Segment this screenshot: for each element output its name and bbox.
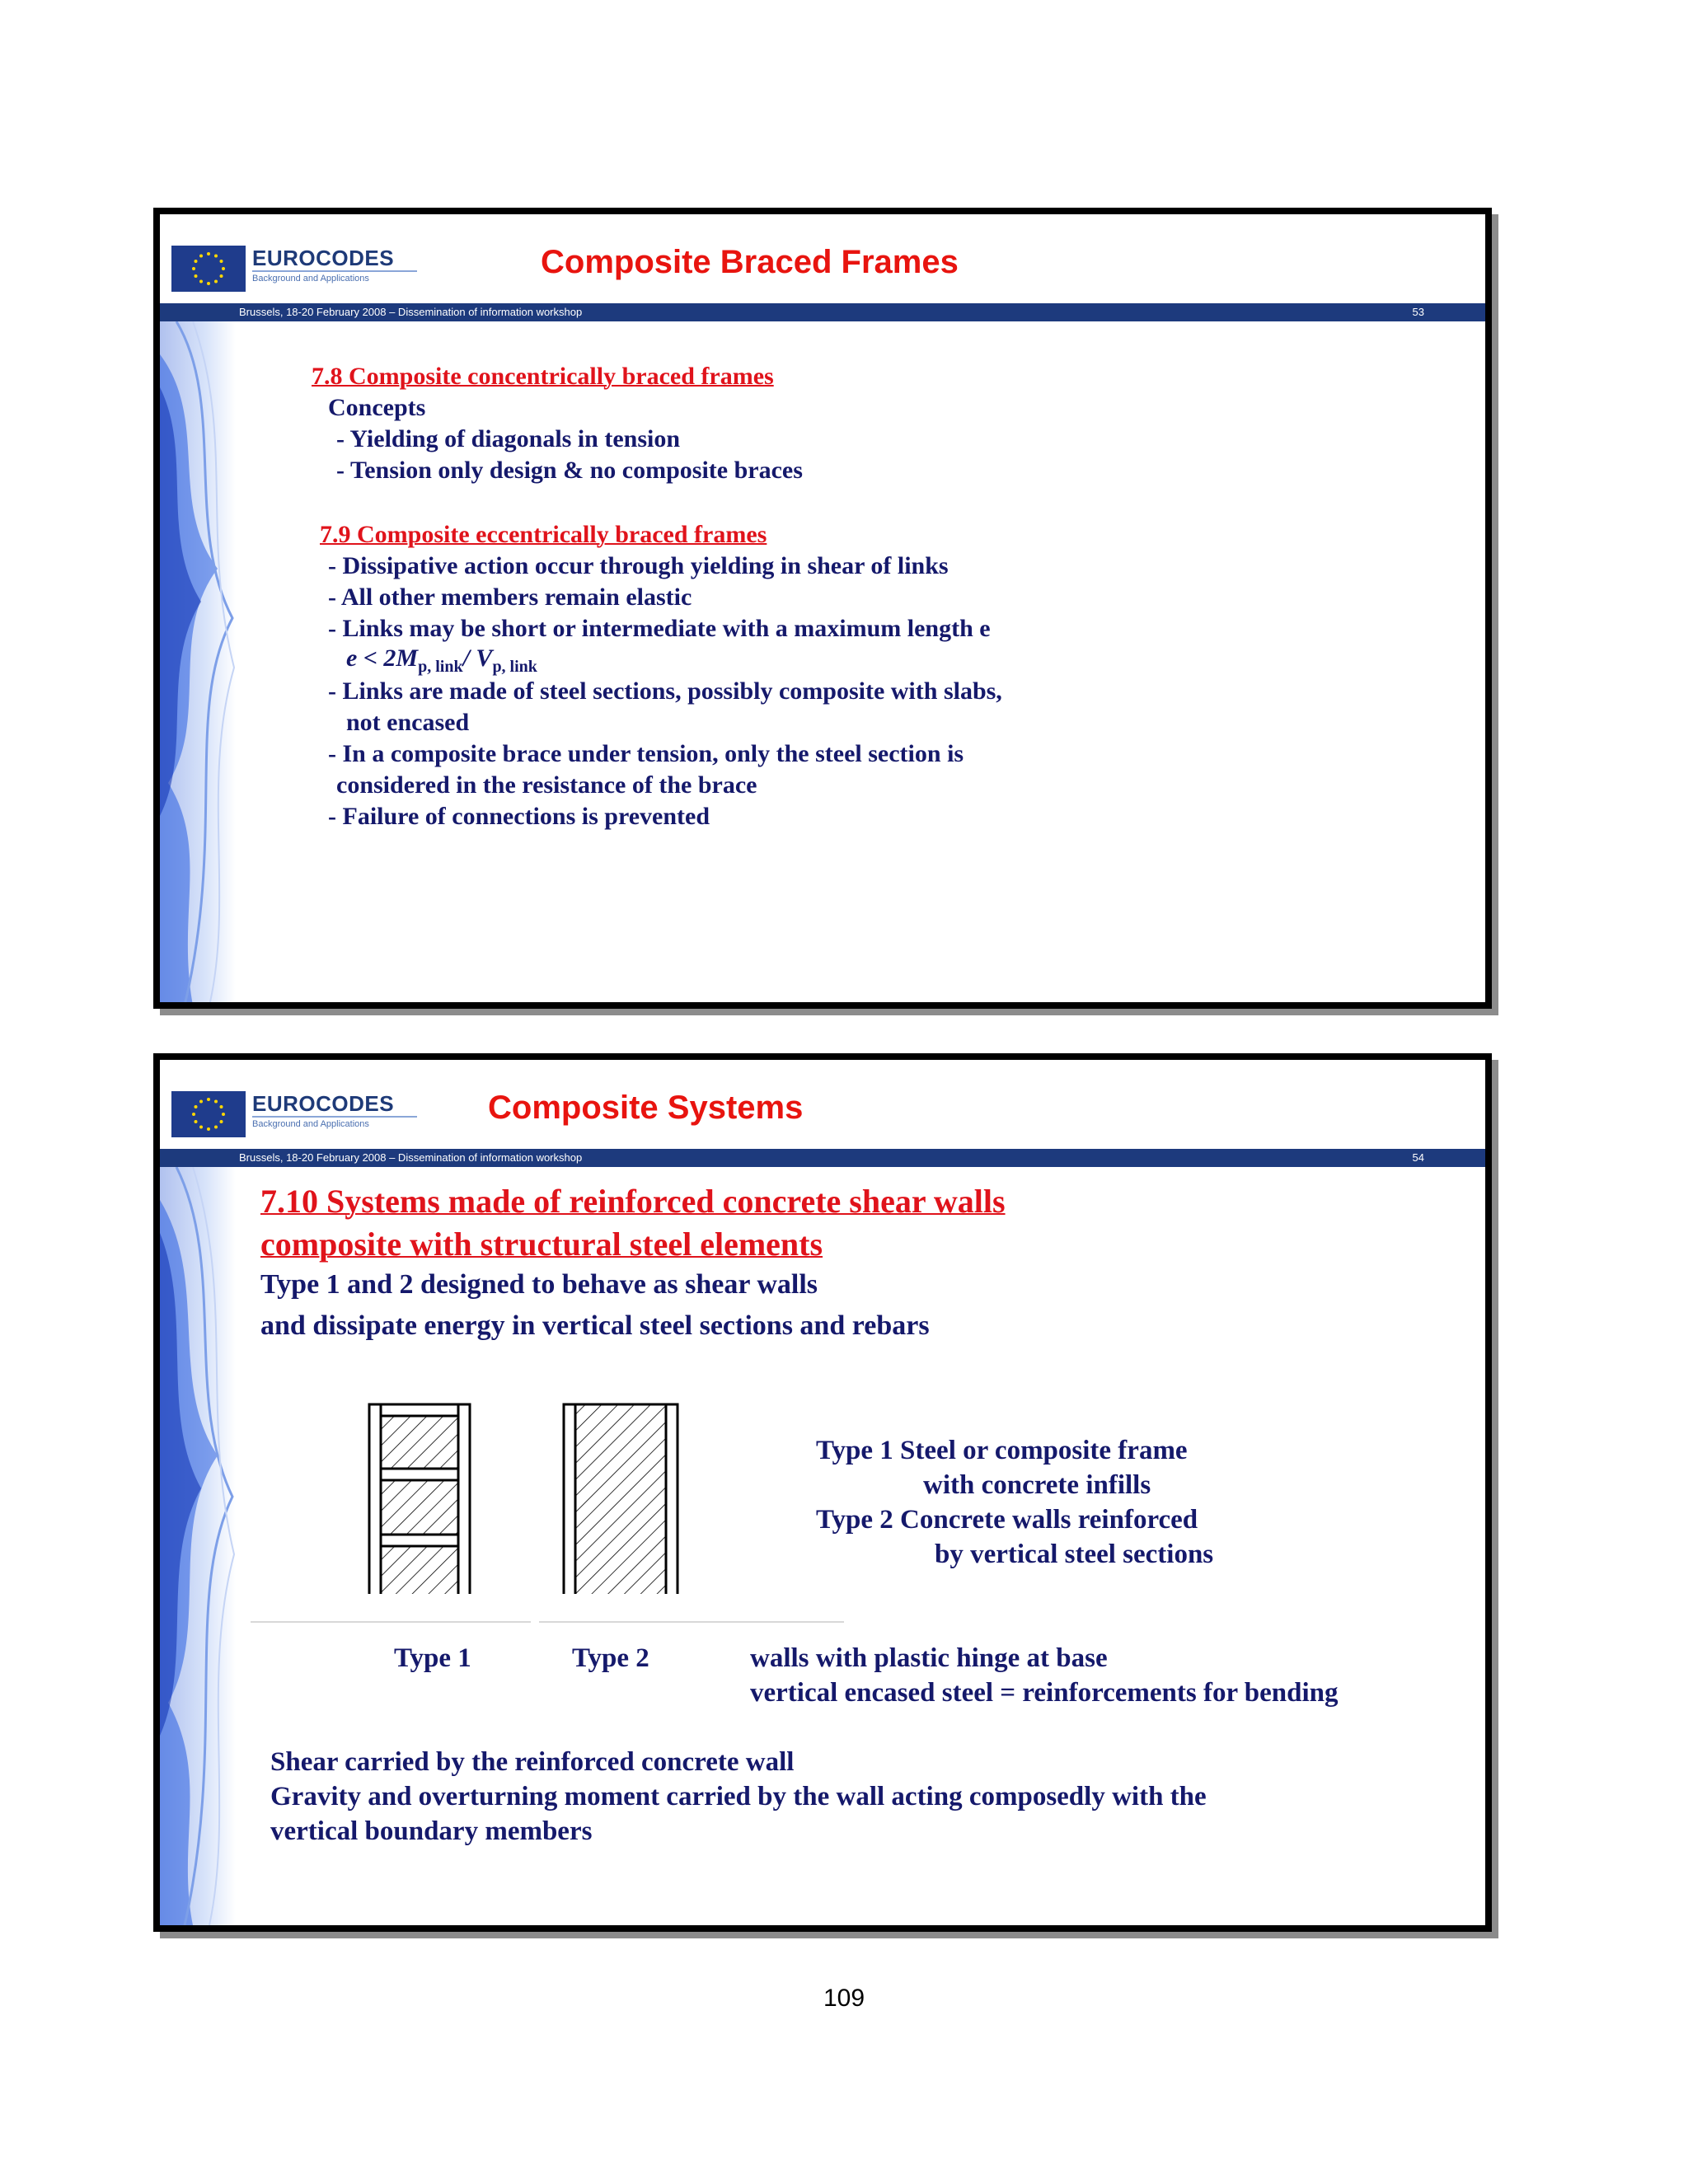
footer-line: Gravity and overturning moment carried by the wall acting composedly with the xyxy=(270,1782,1207,1811)
shear-wall-diagram xyxy=(251,1396,1014,1594)
note-line: vertical encased steel = reinforcements for bending xyxy=(750,1678,1339,1708)
footer-line: vertical boundary members xyxy=(270,1816,593,1846)
type-description: Type 2 Concrete walls reinforced xyxy=(816,1505,1198,1535)
type1-frame xyxy=(369,1404,470,1594)
event-bar xyxy=(160,303,1485,321)
brand-name: EUROCODES xyxy=(252,246,395,270)
section-heading-7-9: 7.9 Composite eccentrically braced frames xyxy=(320,521,767,548)
footer-line: Shear carried by the reinforced concrete wall xyxy=(270,1747,795,1777)
decorative-swirl xyxy=(160,321,236,1005)
caption-underline xyxy=(251,1620,844,1625)
slide-composite-braced-frames xyxy=(153,208,1492,1009)
type2-label: Type 2 xyxy=(572,1643,649,1673)
intro-line: and dissipate energy in vertical steel sections and rebars xyxy=(260,1310,930,1341)
slide-title: Composite Systems xyxy=(488,1090,804,1126)
slide-title: Composite Braced Frames xyxy=(541,244,959,280)
section-heading-line2: composite with structural steel elements xyxy=(260,1226,823,1263)
event-text: Brussels, 18-20 February 2008 – Dissemination of information workshop xyxy=(239,306,583,318)
text-line: considered in the resistance of the brace xyxy=(336,771,757,799)
type-description: by vertical steel sections xyxy=(935,1540,1214,1569)
eurocodes-logo xyxy=(249,1086,424,1146)
slide-header xyxy=(160,214,1485,303)
page-number: 109 xyxy=(823,1985,865,2012)
brand-subtitle: Background and Applications xyxy=(252,274,369,284)
slide-composite-systems xyxy=(153,1053,1492,1932)
slide-header xyxy=(160,1060,1485,1149)
text-line: - Yielding of diagonals in tension xyxy=(336,425,681,452)
text-line: not encased xyxy=(346,709,470,736)
link-length-formula: $e < 2M_{p, link}/$ $V_{p, link}$ xyxy=(346,644,537,676)
brand-name: EUROCODES xyxy=(252,1091,395,1116)
text-line: - In a composite brace under tension, only the steel section is xyxy=(328,740,964,767)
section-heading-line1: 7.10 Systems made of reinforced concrete shear walls xyxy=(260,1183,1006,1220)
eurocodes-logo xyxy=(249,241,424,300)
slide-number: 54 xyxy=(1412,1151,1424,1164)
intro-line: Type 1 and 2 designed to behave as shear walls xyxy=(260,1269,818,1300)
text-line: - Dissipative action occur through yielding in shear of links xyxy=(328,552,949,579)
eu-flag-icon xyxy=(171,1091,246,1137)
eu-flag-icon xyxy=(171,246,246,292)
section-heading-7-8: 7.8 Composite concentrically braced frames xyxy=(312,363,774,390)
text-line: - Links are made of steel sections, possibly composite with slabs, xyxy=(328,677,1002,705)
decorative-swirl xyxy=(160,1167,236,1925)
text-line: - Tension only design & no composite braces xyxy=(336,457,803,484)
text-line: - Failure of connections is prevented xyxy=(328,803,710,830)
type2-wall xyxy=(564,1404,678,1594)
text-line: Concepts xyxy=(328,394,426,421)
type-description: Type 1 Steel or composite frame xyxy=(816,1436,1188,1465)
note-line: walls with plastic hinge at base xyxy=(750,1643,1108,1673)
text-line: - Links may be short or intermediate with a maximum length e xyxy=(328,615,991,642)
brand-subtitle: Background and Applications xyxy=(252,1119,369,1129)
event-text: Brussels, 18-20 February 2008 – Dissemination of information workshop xyxy=(239,1151,583,1164)
text-line: - All other members remain elastic xyxy=(328,583,692,611)
event-bar xyxy=(160,1149,1485,1167)
type-description: with concrete infills xyxy=(923,1470,1151,1500)
type1-label: Type 1 xyxy=(394,1643,471,1673)
slide-number: 53 xyxy=(1412,306,1424,318)
